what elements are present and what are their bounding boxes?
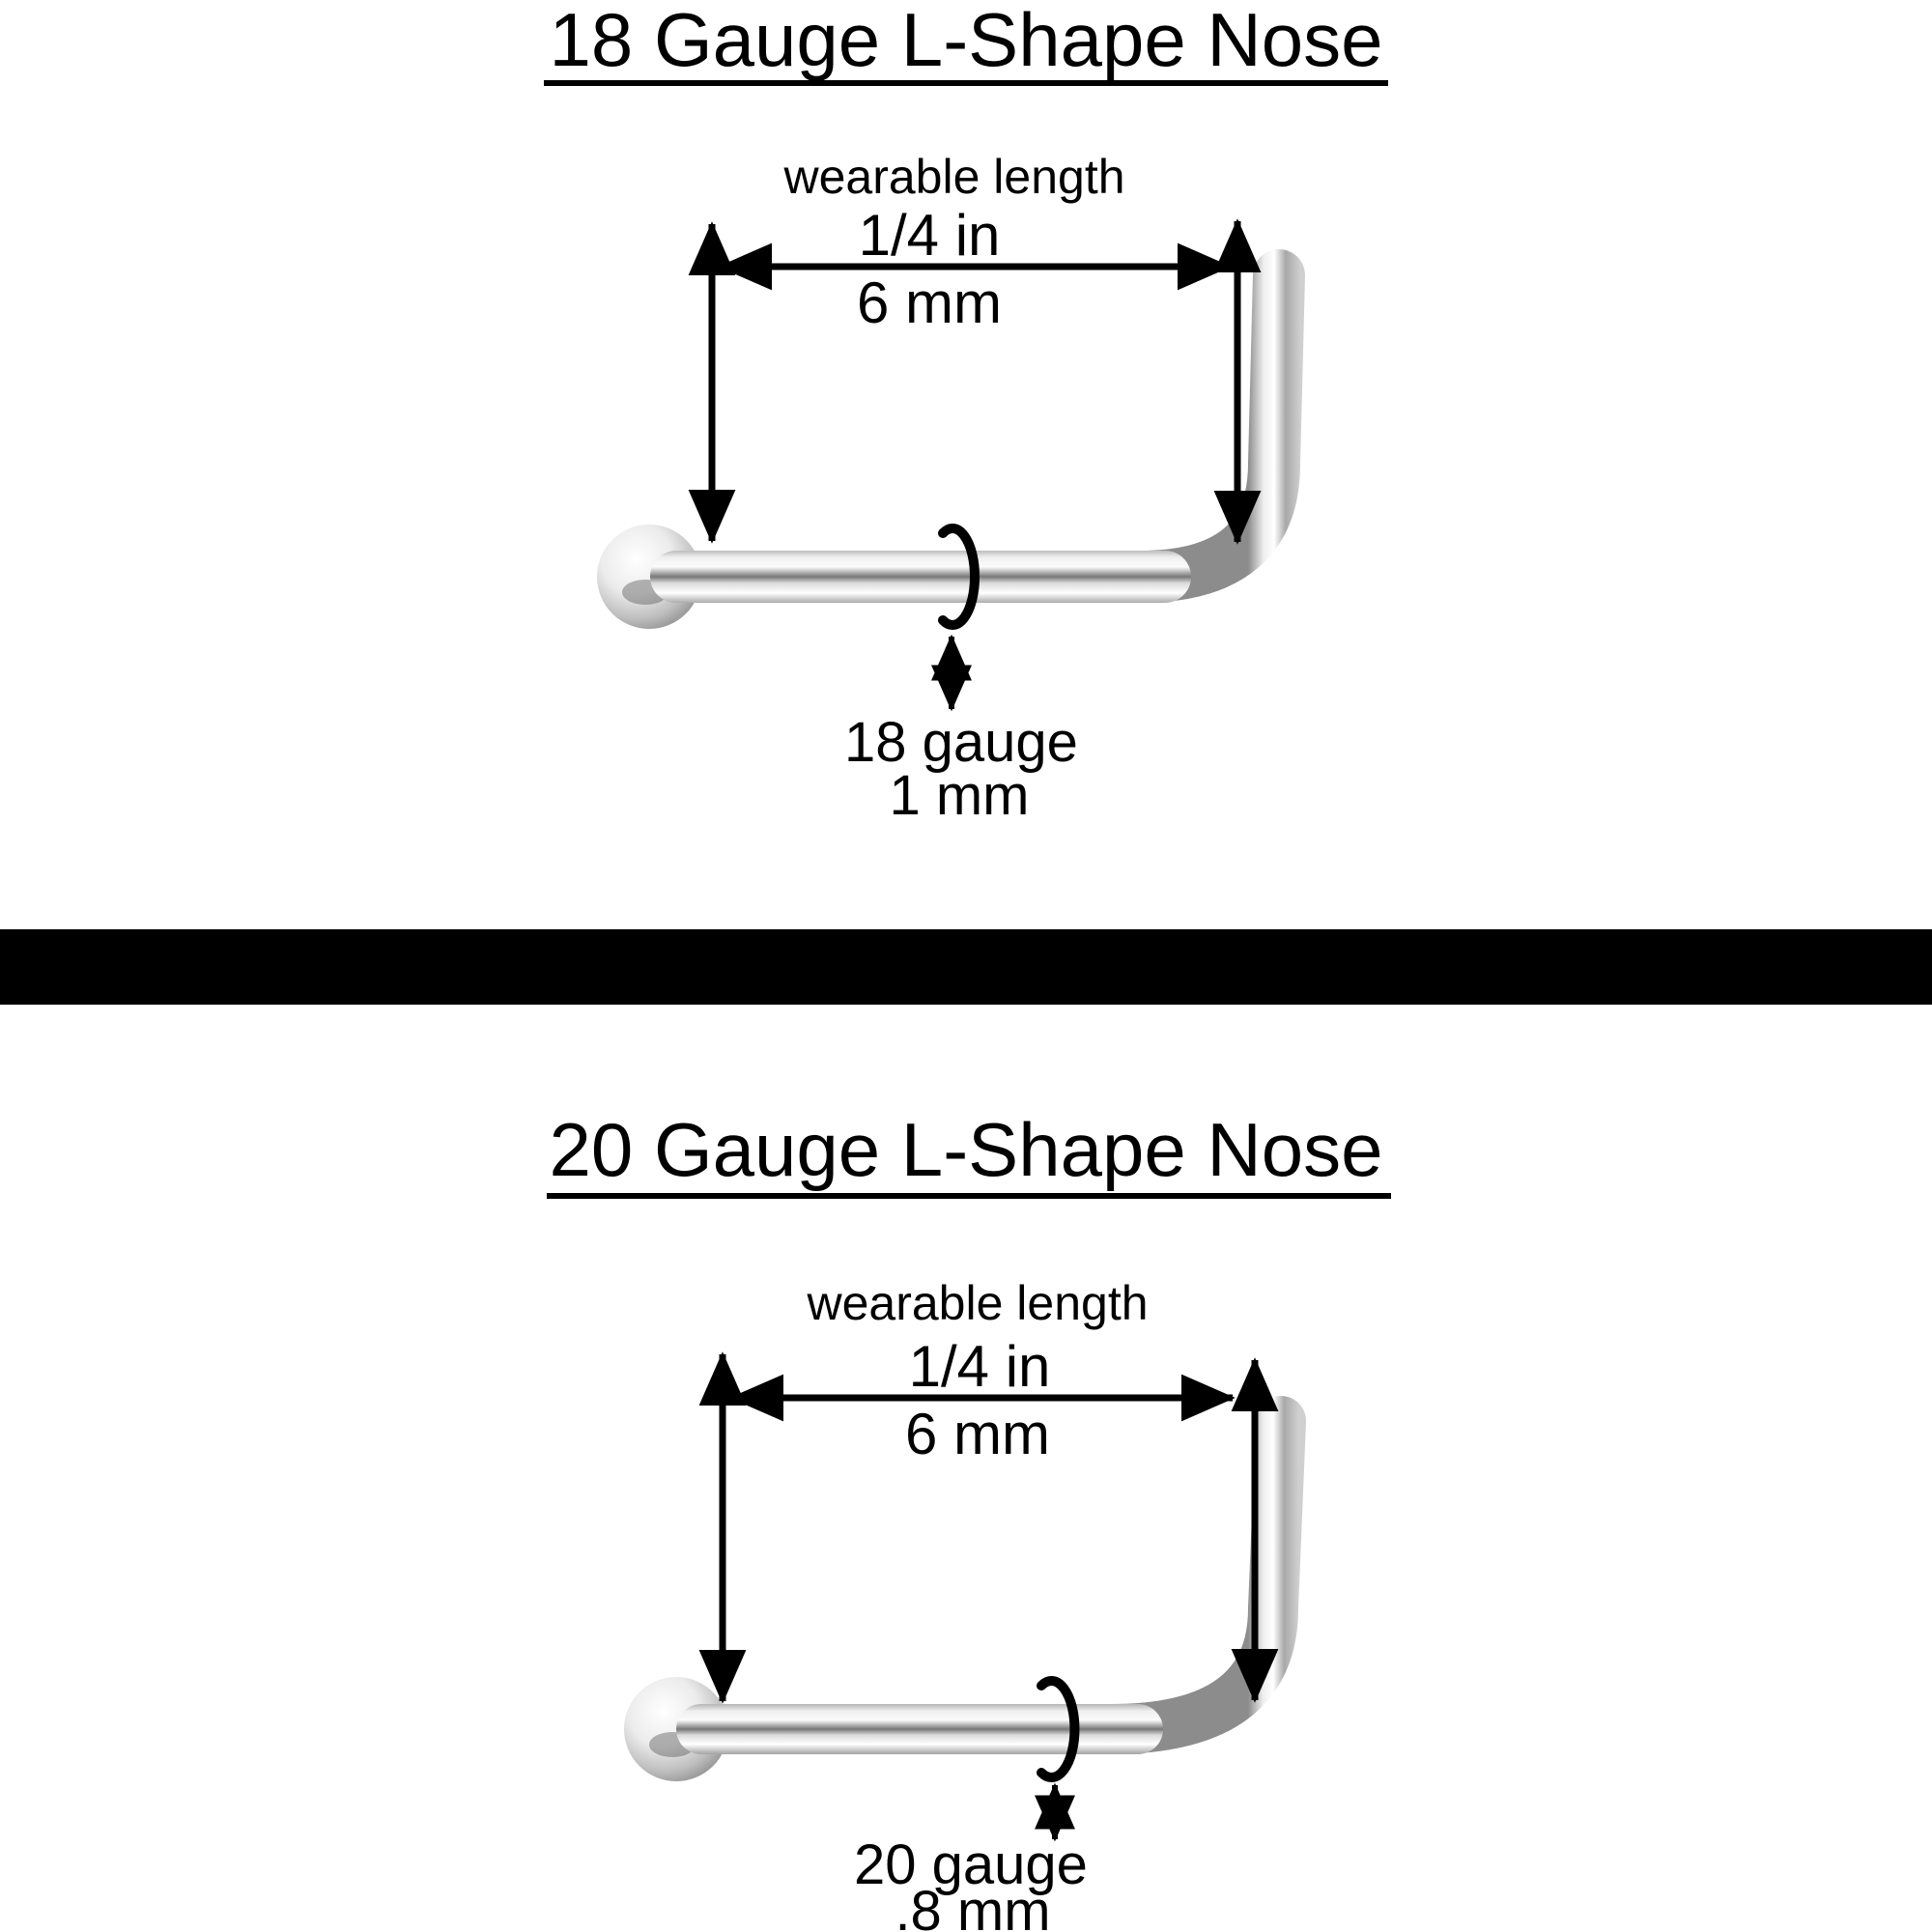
gauge-mm-value: 1 mm xyxy=(889,764,1030,827)
panel-title: 20 Gauge L-Shape Nose xyxy=(549,1107,1383,1192)
wearable-length-label: wearable length xyxy=(807,1276,1149,1330)
diagram-20-gauge xyxy=(0,1005,1932,1932)
gauge-mm-value: .8 mm xyxy=(895,1880,1051,1932)
wearable-length-label: wearable length xyxy=(783,150,1125,204)
length-mm-value: 6 mm xyxy=(905,1402,1050,1466)
length-mm-value: 6 mm xyxy=(857,270,1002,335)
gauge-label: 20 gauge xyxy=(854,1833,1088,1896)
section-divider xyxy=(0,929,1932,1005)
panel-title: 18 Gauge L-Shape Nose xyxy=(549,0,1383,82)
l-shape-post xyxy=(1140,275,1279,577)
gauge-label: 18 gauge xyxy=(844,711,1078,774)
length-inches-value: 1/4 in xyxy=(858,203,1001,268)
diagram-18-gauge xyxy=(0,0,1932,929)
length-inches-value: 1/4 in xyxy=(908,1334,1051,1399)
